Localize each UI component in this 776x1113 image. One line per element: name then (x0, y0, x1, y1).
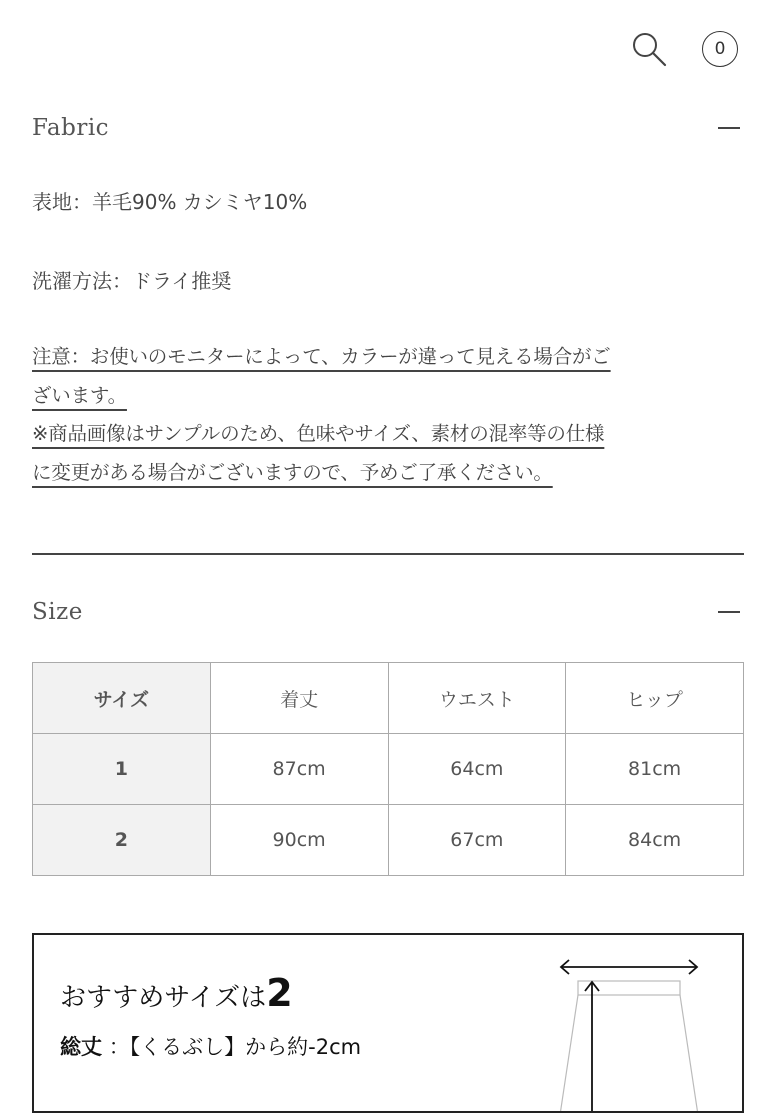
header-cell: ウエスト (388, 663, 566, 734)
recommend-size-value: 2 (266, 971, 293, 1015)
skirt-outline-icon (560, 981, 698, 1113)
header-cell: 着丈 (210, 663, 388, 734)
size-table (32, 662, 744, 876)
size-cell: 2 (33, 805, 211, 876)
fabric-washing: 洗濯方法：ドライ推奨 (32, 269, 232, 293)
note-line: に変更がある場合がございますので、予めご了承ください。 (32, 460, 553, 484)
header-cell: サイズ (33, 663, 211, 734)
garment-diagram (554, 955, 704, 1113)
header-icons (630, 30, 738, 68)
cart-count: 0 (714, 39, 726, 59)
note-line: ※商品画像はサンプルのため、色味やサイズ、素材の混率等の仕様 (32, 422, 605, 445)
table-cell: 67cm (388, 805, 566, 876)
table-cell: 84cm (566, 805, 744, 876)
fabric-title: Fabric (32, 115, 110, 141)
recommend-size-box (32, 933, 744, 1113)
section-divider (32, 553, 744, 555)
search-icon[interactable] (630, 30, 668, 68)
collapse-icon[interactable] (718, 611, 740, 613)
size-cell: 1 (33, 734, 211, 805)
cart-icon[interactable] (702, 31, 738, 67)
recommend-prefix: おすすめサイズは (60, 983, 267, 1013)
table-row (33, 734, 744, 805)
fabric-accordion-header[interactable] (32, 108, 744, 148)
table-cell: 81cm (566, 734, 744, 805)
table-cell: 64cm (388, 734, 566, 805)
recommend-title (60, 971, 293, 1015)
collapse-icon[interactable] (718, 127, 740, 129)
recommend-length-label: 総丈 (60, 1035, 102, 1059)
size-accordion-header[interactable] (32, 592, 744, 632)
table-header-row (33, 663, 744, 734)
size-title: Size (32, 599, 83, 625)
width-arrow-icon (561, 960, 697, 974)
header-cell: ヒップ (566, 663, 744, 734)
note-line: 注意：お使いのモニターによって、カラーが違って見える場合がご (32, 345, 611, 368)
fabric-material: 表地：羊毛90% カシミヤ10% (32, 190, 308, 214)
fabric-note (32, 338, 744, 492)
table-cell: 87cm (210, 734, 388, 805)
recommend-length (60, 1031, 361, 1061)
length-arrow-icon (585, 982, 599, 1113)
table-cell: 90cm (210, 805, 388, 876)
recommend-length-text: ：【くるぶし】から約-2cm (108, 1035, 362, 1059)
table-row (33, 805, 744, 876)
note-line: ざいます。 (32, 383, 127, 407)
